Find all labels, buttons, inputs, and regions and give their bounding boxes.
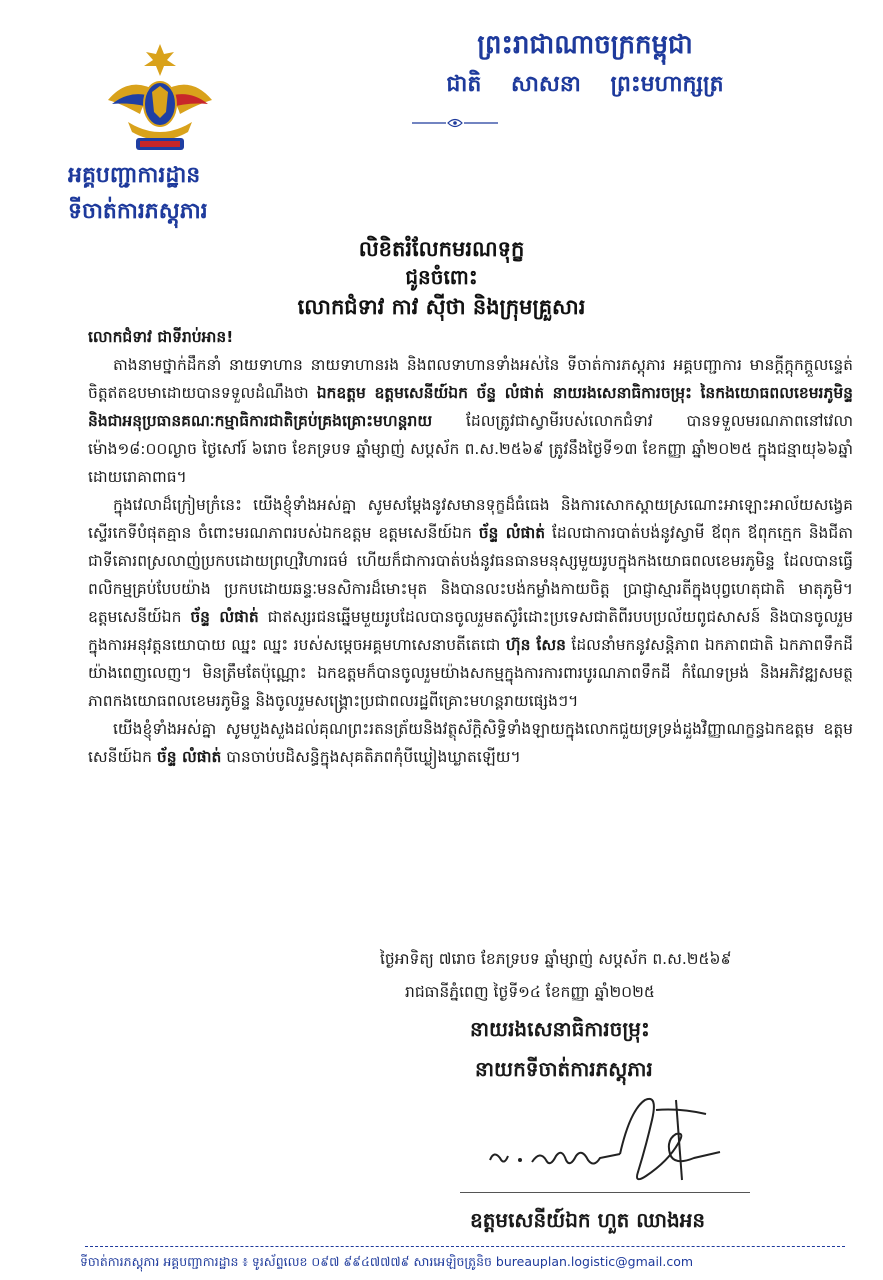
army-emblem-icon	[100, 42, 220, 160]
kingdom-heading: ព្រះរាជាណាចក្រកម្ពុជា	[477, 30, 693, 60]
paragraph-2	[88, 491, 853, 715]
letter-body	[88, 323, 853, 771]
signature-line	[460, 1192, 750, 1193]
paragraph-1-text-end: ដែលត្រូវជាស្វាមីរបស់លោកជំទាវ បានទទួលមរណភាពនៅវេលាម៉ោង១៨:០០ល្ងាច ថ្ងៃសៅរ៍ ៦រោច ខែភទ្របទ ឆ្នាំម្សាញ់ សប្តស័ក ព.ស.២៥៦៩ ត្រូវនឹងថ្ងៃទី១៣ ខែកញ្ញា ឆ្នាំ២០២៥ ក្នុងជន្មាយុ៦៦ឆ្នាំ ដោយរោគាពាធ។	[88, 412, 853, 486]
paragraph-3-text-end: បានចាប់បដិសន្ធិក្នុងសុគតិភពកុំបីឃ្លៀងឃ្លាតឡើយ។	[221, 748, 521, 766]
paragraph-3	[88, 715, 853, 771]
paragraph-1	[88, 351, 853, 491]
letter-addressed-to: ជូនចំពោះ	[405, 265, 478, 289]
paragraph-2-text: ក្នុងវេលាដ៏ក្រៀមក្រំនេះ យើងខ្ញុំទាំងអស់គ្នា សូមសម្តែងនូវសមានទុក្ខដ៏ធំធេង និងការសោកស្តាយស្រណោះអាឡោះអាល័យសង្វេគស្ទើរកេទីបំផុតគ្មាន ចំពោះមរណភាពរបស់ឯកឧត្តម ឧត្តមសេនីយ៍ឯក	[88, 496, 853, 542]
paragraph-2-text-3: ជាឥស្សរជនឆ្នើមមួយរូបដែលបានចូលរួមតស៊ូរំដោះប្រទេសជាតិពីរបបប្រល័យពូជសាសន៍ និងបានចូលរួមក្នុងការអនុវត្តនយោបាយ ឈ្នះ ឈ្នះ របស់សម្តេចអគ្គមហាសេនាបតីតេជោ	[88, 608, 853, 654]
paragraph-2-text-4: ដែលនាំមកនូវសន្តិភាព ឯកភាពជាតិ ឯកភាពទឹកដី យ៉ាងពេញលេញ។ មិនត្រឹមតែប៉ុណ្ណោះ ឯកឧត្តមក៏បានចូលរួមយ៉ាងសកម្មក្នុងការការពារបូរណភាពទឹកដី កំណែទម្រង់ និងអភិវឌ្ឍសមត្ថភាពកងយោធពលខេមរភូមិន្ទ និងចូលរួមសង្គ្រោះប្រជាពលរដ្ឋពីគ្រោះមហន្តរាយផ្សេងៗ។	[88, 636, 853, 710]
footer-divider	[85, 1246, 845, 1247]
solar-date: រាជធានីភ្នំពេញ ថ្ងៃទី១៤ ខែកញ្ញា ឆ្នាំ២០២៥	[405, 983, 655, 1001]
ornament-divider-icon	[410, 116, 500, 130]
department-name: ទីចាត់ការភស្តុភារ	[68, 199, 208, 224]
deceased-name: ច័ន្ទ លំផាត់	[478, 524, 546, 542]
salutation: លោកជំទាវ ជាទីរាប់អាន!	[88, 328, 234, 346]
leader-name: ហ៊ុន សែន	[505, 636, 566, 654]
deceased-name: ច័ន្ទ លំផាត់	[190, 608, 259, 626]
paragraph-1-text: តាងនាមថ្នាក់ដឹកនាំ នាយទាហាន នាយទាហានរង និងពលទាហានទាំងអស់នៃ ទីចាត់ការភស្តុភារ អគ្គបញ្ជាការ មានក្តីក្តុកក្តួលនេ្ទត់ចិត្តឥតឧបមាដោយបានទទួលដំណឹងថា	[88, 356, 853, 402]
paragraph-2-text-2: ដែលជាការបាត់បង់នូវស្វាមី ឪពុក ឪពុកក្មេក និងជីតា ជាទីគោរពស្រលាញ់ប្រកបដោយព្រហ្មវិហារធម៌ ហើយក៏ជាការបាត់បង់នូវធនធានមនុស្សមួយរូបក្នុងកងយោធពលខេមរភូមិន្ទ ដែលបានធ្វើពលិកម្មគ្រប់បែបយ៉ាង ប្រកបដោយឆន្ទៈមនសិការដ៏មោះមុត និងបានលះបង់កម្លាំងកាយចិត្ត ប្រាជ្ញាស្មារតីក្នុងបុព្វហេតុជាតិ មាតុភូមិ។ ឧត្តមសេនីយ៍ឯក	[88, 524, 853, 626]
deceased-name: ច័ន្ទ លំផាត់	[156, 748, 222, 766]
organization-name: អគ្គបញ្ជាការដ្ឋាន	[68, 163, 201, 188]
footer-contact: ទីចាត់ការភស្តុភារ អគ្គបញ្ជាការដ្ឋាន ៖ ទូរស័ព្ទលេខ ០៩៧ ៩៩៤៧៧៧៩ សារអេឡិចត្រូនិច bureauplan.logistic@gmail.com	[80, 1254, 694, 1269]
letter-recipient: លោកជំទាវ កាវ ស៊ីថា និងក្រុមគ្រួសារ	[297, 295, 586, 319]
letter-title: លិខិតរំលែកមរណទុក្ខ	[358, 237, 525, 261]
paragraph-1-bold: ឯកឧត្តម ឧត្តមសេនីយ៍ឯក ច័ន្ទ លំផាត់ នាយរងសេនាធិការចម្រុះ នៃកងយោធពលខេមរភូមិន្ទ និងជាអនុប្រធានគណៈកម្មាធិការជាតិគ្រប់គ្រងគ្រោះមហន្តរាយ	[88, 384, 853, 430]
signatory-name: ឧត្តមសេនីយ៍ឯក ហួត ឈាងអន	[470, 1208, 706, 1232]
handwritten-signature	[470, 1080, 740, 1195]
signatory-position-1: នាយរងសេនាធិការចម្រុះ	[470, 1017, 650, 1041]
national-motto: ជាតិ សាសនា ព្រះមហាក្សត្រ	[446, 72, 724, 97]
paragraph-3-text: យើងខ្ញុំទាំងអស់គ្នា សូមបួងសួងដល់គុណព្រះរតនត្រ័យនិងវត្ថុស័ក្តិសិទ្ធិទាំងឡាយក្នុងលោកជួយទ្រទ្រង់ដួងវិញ្ញាណក្ខន្ធឯកឧត្តម ឧត្តមសេនីយ៍ឯក	[88, 720, 853, 766]
lunar-date: ថ្ងៃអាទិត្យ ៧រោច ខែភទ្របទ ឆ្នាំម្សាញ់ សប្តស័ក ព.ស.២៥៦៩	[380, 950, 732, 968]
signatory-position-2: នាយកទីចាត់ការភស្តុភារ	[475, 1057, 653, 1081]
